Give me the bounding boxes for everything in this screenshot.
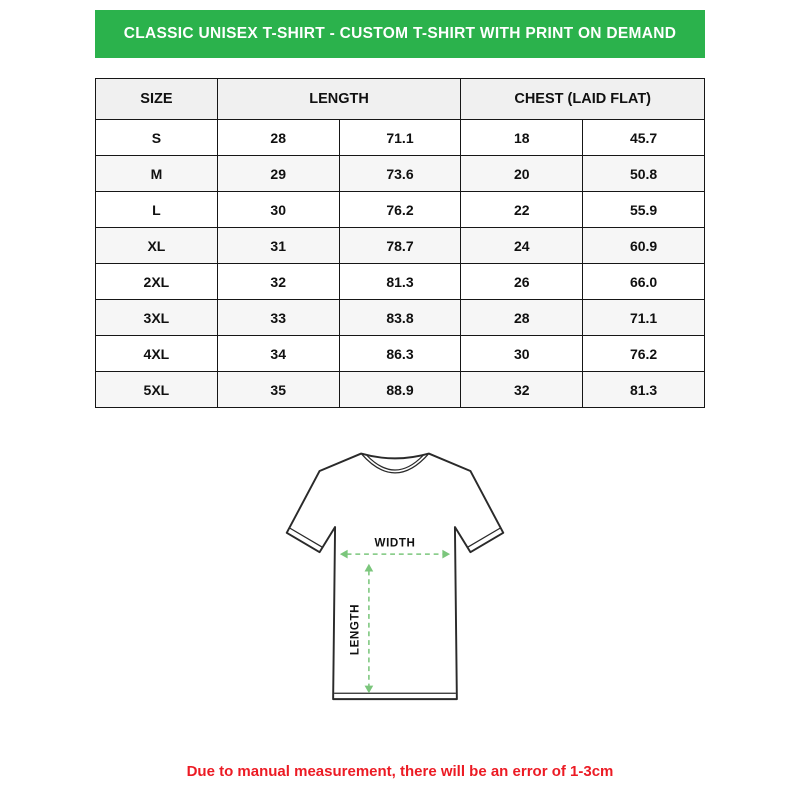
measurement-cell: 22 [461, 192, 583, 228]
measurement-cell: 35 [217, 372, 339, 408]
size-cell: XL [96, 228, 218, 264]
size-cell: 2XL [96, 264, 218, 300]
measurement-cell: 18 [461, 120, 583, 156]
measurement-cell: 30 [461, 336, 583, 372]
header-size: SIZE [96, 79, 218, 120]
header-length: LENGTH [217, 79, 461, 120]
measurement-cell: 78.7 [339, 228, 461, 264]
measurement-cell: 76.2 [339, 192, 461, 228]
measurement-cell: 30 [217, 192, 339, 228]
measurement-cell: 83.8 [339, 300, 461, 336]
table-row [96, 372, 705, 408]
length-dimension-label: LENGTH [348, 603, 362, 656]
measurement-cell: 66.0 [583, 264, 705, 300]
size-cell: S [96, 120, 218, 156]
measurement-cell: 71.1 [339, 120, 461, 156]
size-table-body [96, 120, 705, 408]
size-cell: M [96, 156, 218, 192]
table-row [96, 192, 705, 228]
measurement-cell: 32 [217, 264, 339, 300]
measurement-cell: 31 [217, 228, 339, 264]
header-chest-laid-flat: CHEST (LAID FLAT) [461, 79, 705, 120]
measurement-cell: 32 [461, 372, 583, 408]
measurement-cell: 76.2 [583, 336, 705, 372]
title-banner: CLASSIC UNISEX T-SHIRT - CUSTOM T-SHIRT WITH PRINT ON DEMAND [95, 10, 705, 58]
measurement-error-note: Due to manual measurement, there will be an error of 1-3cm [186, 763, 614, 780]
measurement-cell: 26 [461, 264, 583, 300]
measurement-cell: 34 [217, 336, 339, 372]
size-chart-table [95, 78, 705, 408]
table-row [96, 300, 705, 336]
measurement-cell: 24 [461, 228, 583, 264]
table-row [96, 264, 705, 300]
measurement-cell: 71.1 [583, 300, 705, 336]
tshirt-diagram-svg [250, 436, 540, 736]
table-row [96, 156, 705, 192]
measurement-cell: 28 [461, 300, 583, 336]
table-row [96, 336, 705, 372]
table-header-row [96, 79, 705, 120]
size-cell: 4XL [96, 336, 218, 372]
measurement-cell: 28 [217, 120, 339, 156]
width-dimension-label: WIDTH [374, 536, 416, 550]
tshirt-measurement-diagram [250, 436, 550, 741]
measurement-cell: 20 [461, 156, 583, 192]
measurement-cell: 73.6 [339, 156, 461, 192]
measurement-cell: 55.9 [583, 192, 705, 228]
measurement-cell: 33 [217, 300, 339, 336]
measurement-cell: 45.7 [583, 120, 705, 156]
size-cell: 3XL [96, 300, 218, 336]
measurement-cell: 50.8 [583, 156, 705, 192]
tshirt-outline [287, 454, 504, 700]
measurement-cell: 60.9 [583, 228, 705, 264]
measurement-cell: 29 [217, 156, 339, 192]
measurement-cell: 81.3 [339, 264, 461, 300]
measurement-cell: 88.9 [339, 372, 461, 408]
table-row [96, 120, 705, 156]
table-row [96, 228, 705, 264]
measurement-cell: 86.3 [339, 336, 461, 372]
size-cell: 5XL [96, 372, 218, 408]
measurement-cell: 81.3 [583, 372, 705, 408]
size-cell: L [96, 192, 218, 228]
